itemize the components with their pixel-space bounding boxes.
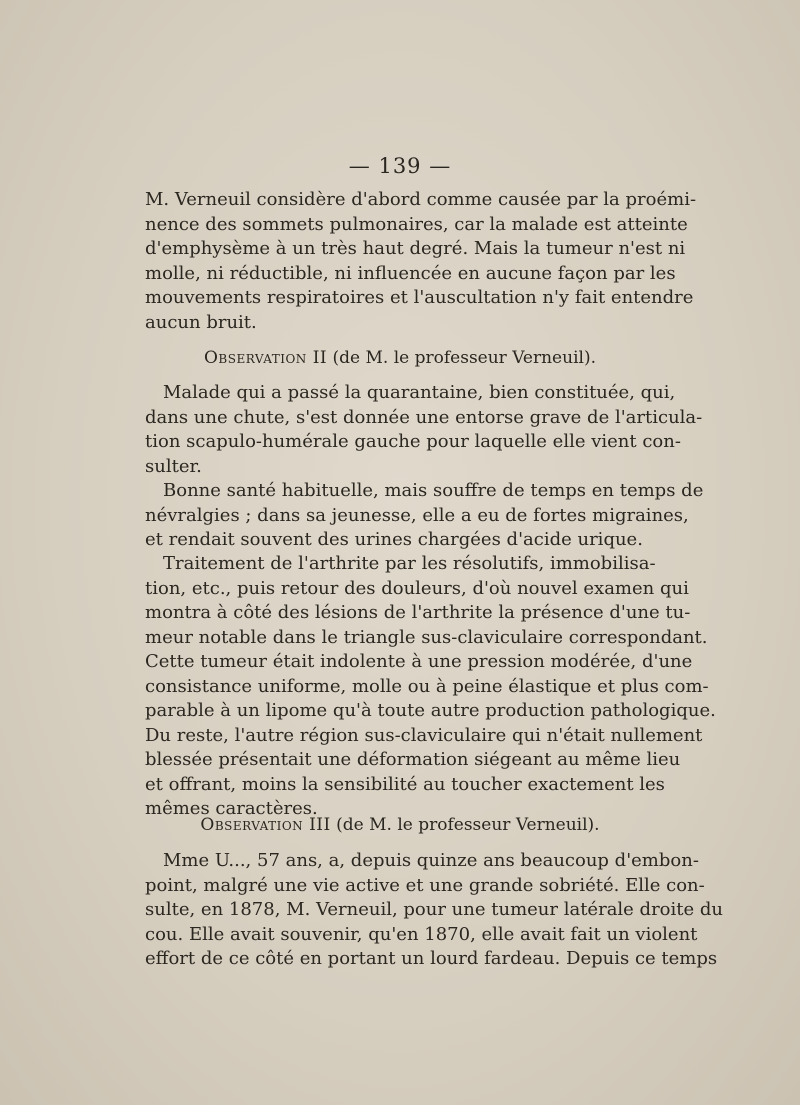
text-line: Traitement de l'arthrite par les résolutifs, immobilisa- bbox=[163, 553, 656, 574]
text-line: Malade qui a passé la quarantaine, bien constituée, qui, bbox=[163, 382, 676, 403]
text-line: molle, ni réductible, ni influencée en aucune façon par les bbox=[145, 262, 676, 284]
paragraph-1 bbox=[145, 188, 697, 335]
observation-2-heading bbox=[0, 348, 800, 368]
observation-author: (de M. le professeur Verneuil). bbox=[330, 815, 600, 835]
text-line: cou. Elle avait souvenir, qu'en 1870, elle avait fait un violent bbox=[145, 923, 698, 945]
text-line: Du reste, l'autre région sus-claviculaire qui n'était nullement bbox=[145, 724, 703, 746]
paragraph-3 bbox=[145, 479, 704, 553]
text-line: meur notable dans le triangle sus-claviculaire correspondant. bbox=[145, 626, 708, 648]
observation-3-heading bbox=[0, 815, 800, 835]
text-line: consistance uniforme, molle ou à peine élastique et plus com- bbox=[145, 675, 709, 697]
text-line: parable à un lipome qu'à toute autre production pathologique. bbox=[145, 700, 716, 721]
text-line: dans une chute, s'est donnée une entorse grave de l'articula- bbox=[145, 406, 703, 428]
paragraph-2 bbox=[145, 381, 703, 479]
text-line: tion scapulo-humérale gauche pour laquelle elle vient con- bbox=[145, 431, 681, 452]
text-line: sulte, en 1878, M. Verneuil, pour une tumeur latérale droite du bbox=[145, 899, 723, 920]
text-line: névralgies ; dans sa jeunesse, elle a eu de fortes migraines, bbox=[145, 504, 689, 526]
page-number: — 139 — bbox=[348, 154, 452, 178]
text-line: et rendait souvent des urines chargées d'acide urique. bbox=[145, 529, 643, 550]
text-line: effort de ce côté en portant un lourd fardeau. Depuis ce temps bbox=[145, 948, 718, 969]
text-line: nence des sommets pulmonaires, car la malade est atteinte bbox=[145, 213, 688, 235]
observation-label: Observation III bbox=[200, 815, 331, 835]
observation-label: Observation II bbox=[204, 348, 328, 368]
text-line: Cette tumeur était indolente à une pression modérée, d'une bbox=[145, 651, 693, 672]
text-line: sulter. bbox=[145, 455, 202, 477]
text-line: mêmes caractères. bbox=[145, 798, 318, 819]
text-line: d'emphysème à un très haut degré. Mais la tumeur n'est ni bbox=[145, 238, 686, 259]
paragraph-4 bbox=[145, 552, 716, 822]
text-line: point, malgré une vie active et une grande sobriété. Elle con- bbox=[145, 874, 705, 896]
text-line: Bonne santé habituelle, mais souffre de temps en temps de bbox=[163, 480, 704, 501]
paragraph-5 bbox=[145, 849, 723, 972]
text-line: aucun bruit. bbox=[145, 311, 257, 333]
observation-author: (de M. le professeur Verneuil). bbox=[327, 348, 596, 368]
text-line: M. Verneuil considère d'abord comme causée par la proémi- bbox=[145, 189, 697, 210]
text-line: et offrant, moins la sensibilité au toucher exactement les bbox=[145, 773, 665, 795]
text-line: mouvements respiratoires et l'auscultation n'y fait entendre bbox=[145, 287, 694, 308]
text-line: blessée présentait une déformation siégeant au même lieu bbox=[145, 749, 681, 770]
text-line: Mme U..., 57 ans, a, depuis quinze ans beaucoup d'embon- bbox=[163, 850, 699, 871]
text-line: tion, etc., puis retour des douleurs, d'où nouvel examen qui bbox=[145, 577, 689, 599]
text-line: montra à côté des lésions de l'arthrite la présence d'une tu- bbox=[145, 602, 691, 623]
